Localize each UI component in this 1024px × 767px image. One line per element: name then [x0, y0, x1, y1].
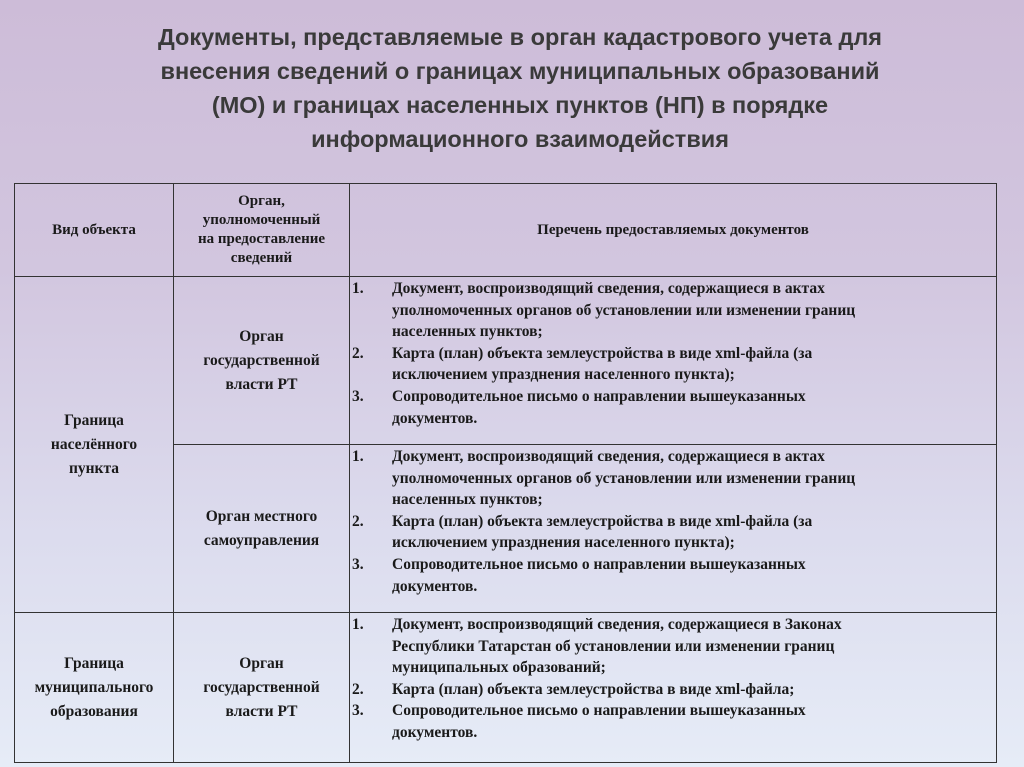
list-item: 1. Документ, воспроизводящий сведения, содержащиеся в актах уполномоченных органов об установлении или изменении границ населенных пунктов;: [352, 280, 856, 341]
list-item: 1. Документ, воспроизводящий сведения, содержащиеся в актах уполномоченных органов об установлении или изменении границ населенных пунктов;: [352, 448, 856, 509]
documents-list: [350, 614, 992, 744]
table-header-row: [15, 184, 997, 277]
list-item: 2. Карта (план) объекта землеустройства в виде xml-файла (за исключением упразднения населенного пункта);: [352, 344, 813, 384]
list-item: 1. Документ, воспроизводящий сведения, содержащиеся в Законах Республики Татарстан об установлении или изменении границ муниципальных образований;: [352, 616, 842, 677]
header-authority: Орган, уполномоченный на предоставление сведений: [174, 184, 350, 277]
authority-cell: Орган местного самоуправления: [174, 445, 350, 613]
list-item: 2. Карта (план) объекта землеустройства в виде xml-файла;: [352, 680, 795, 698]
documents-table: [14, 183, 997, 763]
documents-list: [350, 446, 992, 597]
documents-list: [350, 278, 992, 429]
documents-cell: [350, 277, 997, 445]
page-title: Документы, представляемые в орган кадастрового учета для внесения сведений о границах муниципальных образований (МО) и границах населенных пунктов (НП) в порядке информационного взаимодействия: [157, 24, 882, 152]
list-item: 2. Карта (план) объекта землеустройства в виде xml-файла (за исключением упразднения населенного пункта);: [352, 512, 813, 552]
authority-cell: Орган государственной власти РТ: [174, 277, 350, 445]
authority-cell: Орган государственной власти РТ: [174, 613, 350, 763]
table-row: [15, 277, 997, 445]
list-item: 3. Сопроводительное письмо о направлении вышеуказанных документов.: [352, 387, 806, 427]
object-type-cell: Граница муниципального образования: [15, 613, 174, 763]
object-type-cell: Граница населённого пункта: [15, 277, 174, 613]
header-documents: Перечень предоставляемых документов: [350, 184, 997, 277]
header-object-type: Вид объекта: [15, 184, 174, 277]
list-item: 3. Сопроводительное письмо о направлении вышеуказанных документов.: [352, 555, 806, 595]
list-item: 3. Сопроводительное письмо о направлении вышеуказанных документов.: [352, 702, 806, 741]
table-row: [15, 613, 997, 763]
documents-cell: [350, 613, 997, 763]
documents-cell: [350, 445, 997, 613]
